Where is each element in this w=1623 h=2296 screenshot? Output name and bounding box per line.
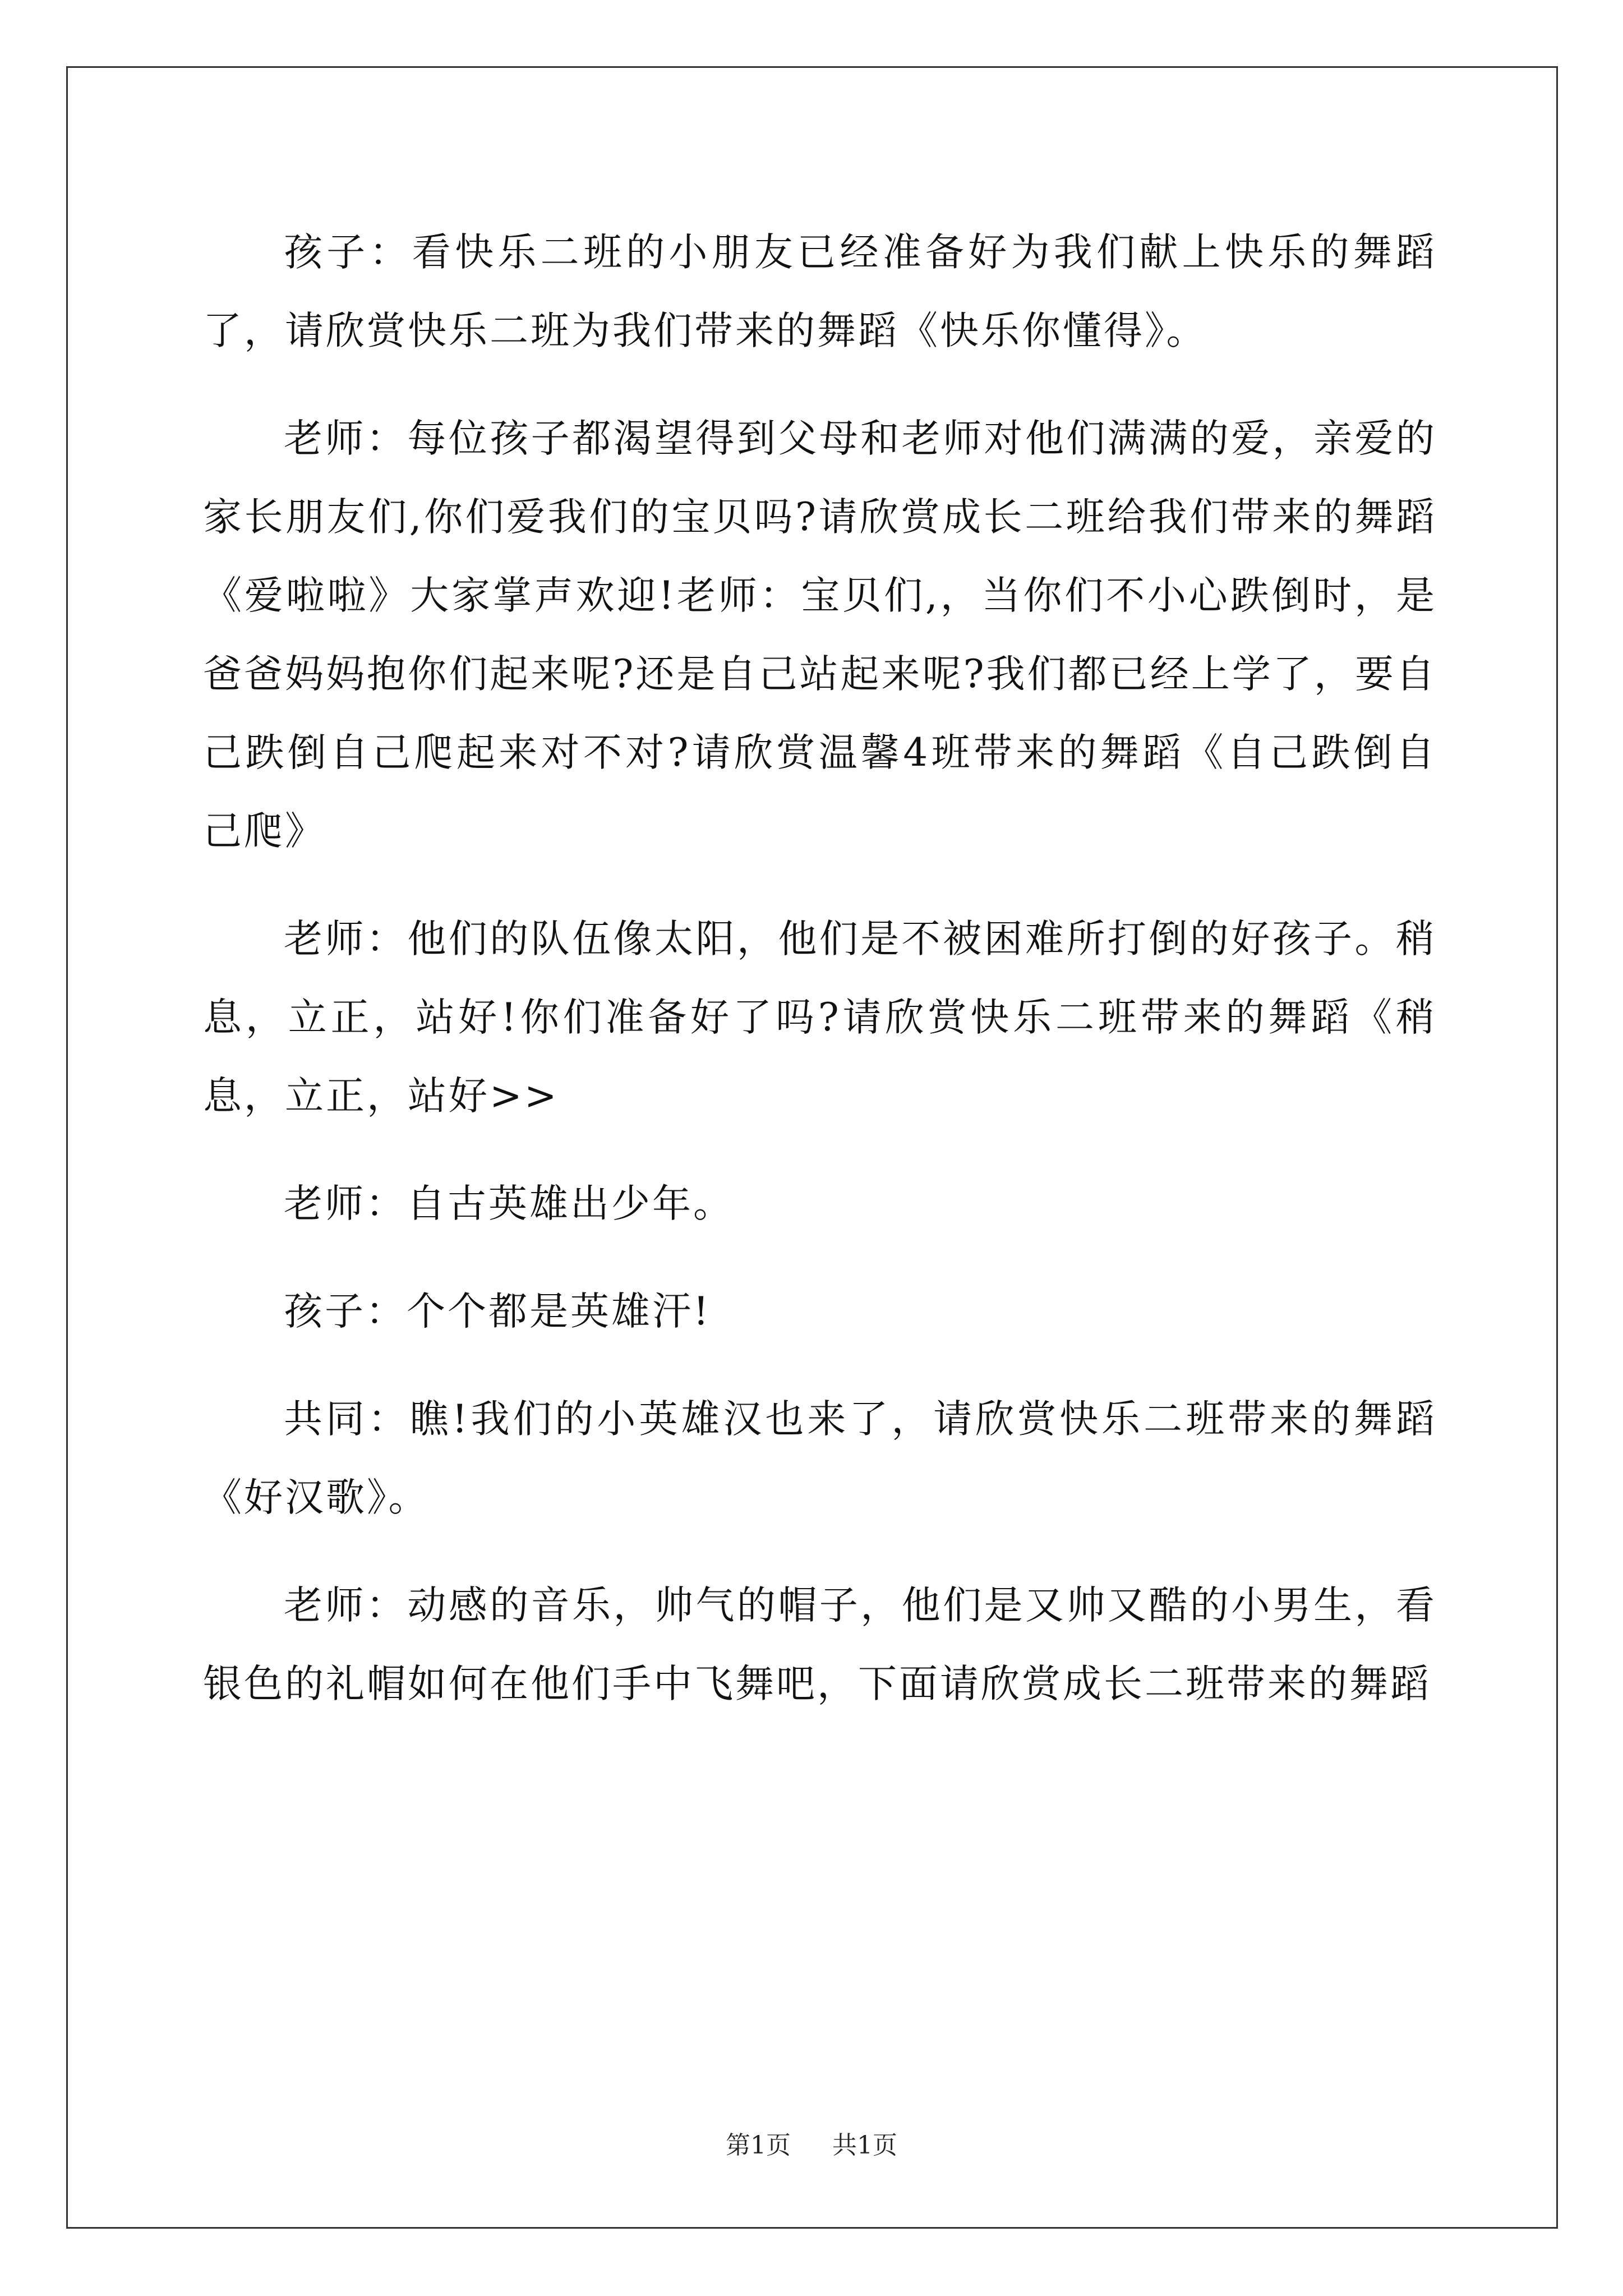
paragraph-5: 孩子：个个都是英雄汗!	[284, 1289, 711, 1334]
page-total: 共1页	[832, 2131, 897, 2160]
paragraph-3: 老师：他们的队伍像太阳，他们是不被困难所打倒的好孩子。稍息，立正，站好!你们准备好了吗?请欣赏快乐二班带来的舞蹈《稍息，立正，站好>>	[203, 917, 1437, 1119]
paragraph-2: 老师：每位孩子都渴望得到父母和老师对他们满满的爱，亲爱的家长朋友们,你们爱我们的宝贝吗?请欣赏成长二班给我们带来的舞蹈《爱啦啦》大家掌声欢迎!老师：宝贝们,，当你们不小心跌倒时，是爸爸妈妈抱你们起来呢?还是自己站起来呢?我们都已经上学了，要自己跌倒自己爬起来对不对?请欣赏温馨4班带来的舞蹈《自己跌倒自己爬》	[203, 416, 1437, 854]
paragraph-7: 老师：动感的音乐，帅气的帽子，他们是又帅又酷的小男生，看银色的礼帽如何在他们手中飞舞吧，下面请欣赏成长二班带来的舞蹈	[203, 1583, 1437, 1706]
paragraph-4: 老师：自古英雄出少年。	[284, 1181, 734, 1226]
paragraph-6: 共同：瞧!我们的小英雄汉也来了，请欣赏快乐二班带来的舞蹈《好汉歌》。	[203, 1397, 1437, 1520]
document-body	[203, 213, 1437, 1723]
paragraph-1: 孩子：看快乐二班的小朋友已经准备好为我们献上快乐的舞蹈了，请欣赏快乐二班为我们带来的舞蹈《快乐你懂得》。	[203, 230, 1437, 353]
page-number: 第1页	[726, 2131, 791, 2160]
page-footer	[0, 2125, 1623, 2161]
